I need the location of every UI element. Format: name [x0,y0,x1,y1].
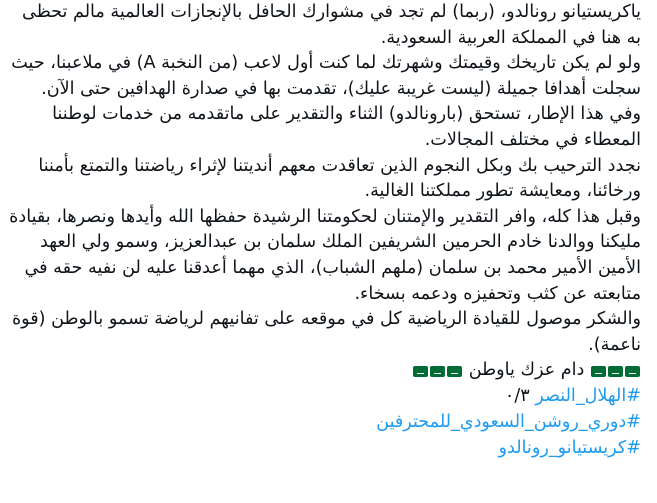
post-paragraph-5: وقبل هذا كله، وافر التقدير والإمتنان لحكومتنا الرشيدة حفظها الله وأيدها ونصرها، بقيادة مليكنا ووالدنا خادم الحرمين الشريفين الملك سلمان بن عبدالعزيز، وسمو ولي العهد الأمين الأمير محمد بن سلمان (ملهم الشباب)، الذي مهما أعدقنا عليه لن نفيه حقه في متابعته عن كثب وتحفيزه ودعمه بسخاء. [9,206,641,304]
match-score: ٠/٣ [504,386,536,407]
post-paragraph-3: وفي هذا الإطار، تستحق (بارونالدو) الثناء والتقدير على ماتقدمه من خدمات لوطننا المعطاء في مختلف المجالات. [52,104,641,150]
post-paragraph-4: نجدد الترحيب بك وبكل النجوم الذين تعاقدت معهم أنديتنا لإثراء رياضتنا والتمتع بأمننا ورخائنا، ومعايشة تطور مملكتنا الغالية. [38,155,641,202]
saudi-flag-icon [625,366,640,377]
hashtag-link-roshn-league[interactable]: #دوري_روشن_السعودي_للمحترفين [376,411,641,432]
saudi-flag-icon [591,366,606,377]
hashtag-link-hilal-nassr[interactable] [8,384,641,410]
post-paragraph-1: ياكريستيانو رونالدو، (ربما) لم تجد في مشوارك الحافل بالإنجازات العالمية مالم تحظى به هنا في المملكة العربية السعودية. [22,2,641,48]
hashtag-text[interactable]: #الهلال_النصر [535,386,641,407]
saudi-flag-icon [430,366,445,377]
flag-line [8,358,641,384]
flag-line-text: دام عزك ياوطن [468,360,585,381]
saudi-flag-icon [413,366,428,377]
hashtag-link-cristiano-ronaldo[interactable]: #كريستيانو_رونالدو [498,437,641,458]
saudi-flag-icon [608,366,623,377]
saudi-flag-icon [447,366,462,377]
post-paragraph-2: ولو لم يكن تاريخك وقيمتك وشهرتك لما كنت أول لاعب (من النخبة A) في ملاعبنا، حيث سجلت أهدافا جميلة (ليست غريبة عليك)، تقدمت بها في صدارة الهدافين حتى الآن. [11,53,641,99]
post-paragraph-6: والشكر موصول للقيادة الرياضية كل في موقعه على تفانيهم لرياضة تسمو بالوطن (قوة ناعمة). [11,309,641,355]
